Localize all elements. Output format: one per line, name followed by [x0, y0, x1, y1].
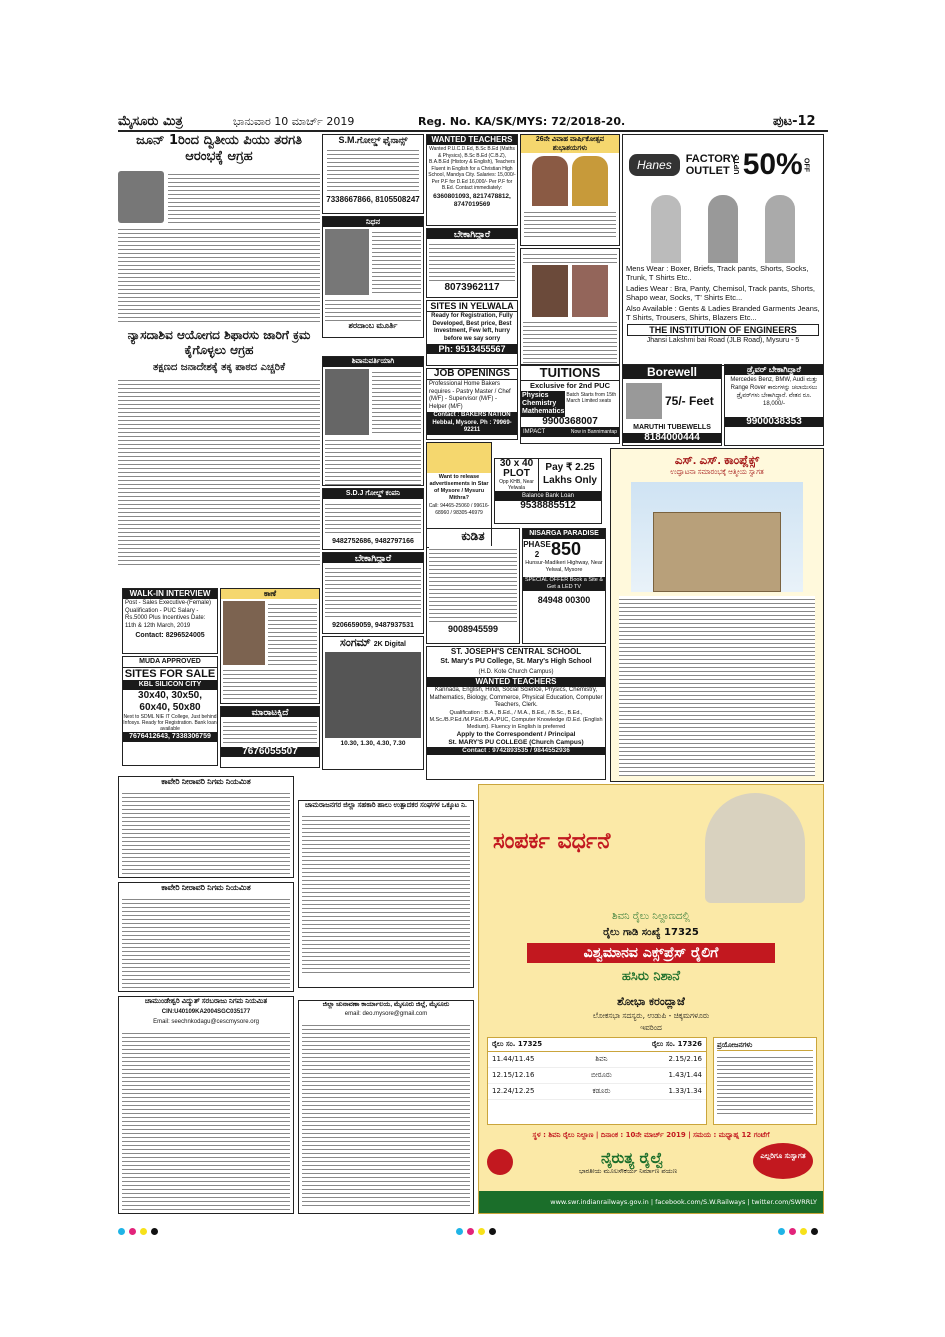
obituary-photo [325, 229, 369, 295]
ad-railway: ಸಂಪರ್ಕ ವರ್ಧನೆ ಶಿವನಿ ರೈಲು ನಿಲ್ದಾಣದಲ್ಲಿ ರೈಲು ಗಾಡಿ ಸಂಖ್ಯೆ 17325 ವಿಶ್ವಮಾನವ ಎಕ್ಸ್‌ಪ್ರೆಸ್ ರೈಲಿಗೆ ಹಸಿರು ನಿಶಾನೆ ಶೋಭಾ ಕರಂದ್ಲಾಜೆ ಲೋಕಸಭಾ ಸದಸ್ಯರು, ಉಡುಪಿ - ಚಿಕ್ಕಮಗಳೂರು ಇವರಿಂದ ರೈಲು ಸಂ. 17325 ರೈಲು ಸಂ. 17326 11.44/11.45 ಶಿವನಿ 2.15/2.16 12.15/12.16 ಬೀರೂರು 1.43/1.44 12.24/12.25 ಕಡೂರು 1.33/1.34 ಪ್ರಯೋಜನಗಳು ಸ್ಥಳ : ಶಿವನಿ ರೈಲು ನಿಲ್ದಾಣ | ದಿನಾಂಕ : 10ನೇ ಮಾರ್ಚ್ 2019 | ಸಮಯ : ಮಧ್ಯಾಹ್ನ 12 ಗಂಟೆಗೆ ನೈರುತ್ಯ ರೈಲ್ವೆ ಭಾರತೀಯ ಮೂಲಸೌಕರ್ಯ ನಿರ್ಮಾಣ ಪಯಣ ಎಲ್ಲರಿಗೂ ಸುಸ್ವಾಗತ www.swr.indianrailways.gov.in | facebook.com/S.W.Railways | twitter.com/SWRRLY [478, 784, 824, 1214]
ad-walkin: WALK-IN INTERVIEW Post - Sales Executive-(Female) Qualification - PUC Salary - Rs.5000 Plus Incentives Date: 11th & 12th March, 2019 Contact: 8296524005 [122, 588, 218, 654]
welcome-badge: ಎಲ್ಲರಿಗೂ ಸುಸ್ವಾಗತ [753, 1143, 813, 1179]
ad-hanes: Hanes FACTORY OUTLET UPTO 50% OFF Mens Wear : Boxer, Briefs, Track pants, Shorts, Socks, Trunk, T Shirts Etc.. Ladies Wear : Bra, Panty, Chemisol, Track pants, Shorts, Shapo wear, Socks, 'T' Shirts Etc... Also Available : Gents & Ladies Branded Garments Jeans, T Shirts, Trousers, Shirts, Blazers Etc... THE INSTITUTION OF ENGINEERS Jhansi Lakshmi bai Road (JLB Road), Mysuru - 5 [622, 134, 824, 366]
railway-title: ಸಂಪರ್ಕ ವರ್ಧನೆ [493, 829, 611, 854]
timetable-cell: 2.15/2.16 [668, 1055, 702, 1063]
timetable-cell: ಕಡೂರು [592, 1087, 611, 1095]
ad-nisarga: NISARGA PARADISE PHASE 2 850 Hunsur-Madikeri Highway, Near Yelwal, Mysore SPECIAL OFFER Book a Site & Get a LED TV 84948 00300 [522, 528, 606, 644]
ad-want-release: Want to release advertisements in Star of Mysore / Mysuru Mithra? Call: 94465-25060 / 99616-68960 / 98305-46979 [426, 442, 492, 548]
ad-wanted-teachers: WANTED TEACHERS Wanted P.U.C.D.Ed, B.Sc B.Ed (Maths & Physics), B.Sc B.Ed (C.B.Z), B.A.B.Ed (History & English), Teachers Fluent in English for a Christian High School, Mandya City. Salaries: 15,000/- Per P.F for D.Ed 16,000/- Per P.F for B.Ed. Contact immediately: 6360801093, 8217478812, 8747019569 [426, 134, 518, 226]
ad-yelwala: SITES IN YELWALA Ready for Registration, Fully Developed, Best price, Best Investment, Few left, hurry before we say sorry Ph: 9513455567 [426, 300, 518, 366]
ad-anniversary: 26ನೇ ವಿವಾಹ ವಾರ್ಷಿಕೋತ್ಸವ ಶುಭಾಶಯಗಳು [520, 134, 620, 246]
print-registration-marks-left [118, 1220, 162, 1239]
timetable-row [488, 1052, 706, 1068]
railway-footer: www.swr.indianrailways.gov.in | facebook.com/S.W.Railways | twitter.com/SWRRLY [479, 1191, 823, 1213]
notice-cesc: ಚಾಮುಂಡೇಶ್ವರಿ ವಿದ್ಯುತ್ ಸರಬರಾಜು ನಿಗಮ ನಿಯಮಿತ CIN:U40109KA2004SGC035177 Email: seechnkodagu@cescmysore.org [118, 996, 294, 1214]
model-figure [651, 195, 681, 263]
timetable-cell: ಶಿವನಿ [595, 1055, 608, 1063]
timetable-cell: 1.33/1.34 [668, 1087, 702, 1095]
train-timetable: ರೈಲು ಸಂ. 17325 ರೈಲು ಸಂ. 17326 11.44/11.45 ಶಿವನಿ 2.15/2.16 12.15/12.16 ಬೀರೂರು 1.43/1.44 12.24/12.25 ಕಡೂರು 1.33/1.34 [487, 1037, 707, 1125]
benefits-box: ಪ್ರಯೋಜನಗಳು [713, 1037, 817, 1125]
ad-sds: S.D.J ಗೋಲ್ಡ್ ಕಂಪನಿ 9482752686, 9482797166 [322, 488, 424, 550]
print-registration-marks-center [456, 1220, 500, 1239]
ad-borewell: Borewell 75/- Feet MARUTHI TUBEWELLS 8184000444 [622, 364, 722, 446]
movie-poster [325, 652, 421, 738]
issue-date: ಭಾನುವಾರ 10 ಮಾರ್ಚ್ 2019 [233, 115, 355, 128]
notice-deo: ಜಿಲ್ಲಾ ಚುನಾವಣಾ ಕಾರ್ಯಾಲಯ, ಮೈಸೂರು ಜಿಲ್ಲೆ, ಮೈಸೂರು email: deo.mysore@gmail.com [298, 1000, 474, 1214]
page-header [118, 112, 828, 132]
reg-number: Reg. No. KA/SK/MYS: 72/2018-20. [418, 115, 626, 128]
person-photo [118, 171, 164, 223]
ad-missing: ಕಾಣೆ [220, 588, 320, 704]
ad-obituary: ನಿಧನ ಶರದಾಂಬ ಮೂರ್ತಿ [322, 216, 424, 338]
ad-greeting [520, 248, 620, 366]
timetable-row [488, 1068, 706, 1084]
ad-smgold: S.M.ಗೋಲ್ಡ್ ಫೈನಾನ್ಸ್ 7338667866, 8105508247 [322, 134, 424, 214]
ad-sangam: ಸಂಗಮ್ 2K Digital 10.30, 1.30, 4.30, 7.30 [322, 636, 424, 770]
timetable-cell: ಬೀರೂರು [591, 1071, 612, 1079]
timetable-cell: 12.24/12.25 [492, 1087, 535, 1095]
news-body-1 [118, 226, 320, 322]
news-headline-2: ನ್ಯಾಸದಾಶಿವ ಆಯೋಗದ ಶಿಫಾರಸು ಜಾರಿಗೆ ಕ್ರಮ ಕೈಗೊಳ್ಳಲು ಆಗ್ರಹ [127, 328, 311, 357]
timetable-cell: 11.44/11.45 [492, 1055, 535, 1063]
building-image [631, 482, 803, 592]
ad-job-openings: JOB OPENINGS Professional Home Bakers requires - Pastry Master / Chef (M/F) - Supervisor (M/F) - Helper (M/F) Contact : BAKERS NATION Hebbal, Mysore. Ph : 79969-92211 [426, 368, 518, 440]
ad-kbl-sites: MUDA APPROVED SITES FOR SALE KBL SILICON CITY 30x40, 30x50, 60x40, 50x80 Next to SDML NIE IT College, Just behind Infosys. Ready for Registration. Bank loan available 7676412643, 7338306759 [122, 656, 218, 766]
mascot-icon [427, 443, 491, 473]
masthead: ಮೈಸೂರು ಮಿತ್ರ [118, 114, 183, 129]
ad-bekagiddare: ಬೇಕಾಗಿದ್ದಾರೆ 8073962117 [426, 228, 518, 298]
news-body-2 [118, 377, 320, 567]
timetable-row [488, 1084, 706, 1100]
borewell-truck-icon [626, 383, 662, 419]
missing-person-photo [223, 601, 265, 665]
timetable-cell: 12.15/12.16 [492, 1071, 535, 1079]
hanes-logo: Hanes [629, 154, 680, 176]
ad-ss-complex: ಎಸ್. ಎಸ್. ಕಾಂಪ್ಲೆಕ್ಸ್ ಉದ್ಘಾಟನಾ ಸಮಾರಂಭಕ್ಕೆ ಆತ್ಮೀಯ ಸ್ವಾಗತ [610, 448, 824, 782]
print-registration-marks-right [778, 1220, 822, 1239]
page-number: ಪುಟ-12 [773, 114, 816, 129]
express-banner: ವಿಶ್ವಮಾನವ ಎಕ್ಸ್‌ಪ್ರೆಸ್ ರೈಲಿಗೆ [527, 943, 775, 963]
notice-kaveri-2: ಕಾವೇರಿ ನೀರಾವರಿ ನಿಗಮ ನಿಯಮಿತ [118, 882, 294, 992]
ad-for-sale: ಮಾರಾಟಕ್ಕಿದೆ 7676055507 [220, 706, 320, 768]
timetable-cell: 1.43/1.44 [668, 1071, 702, 1079]
ad-plot: 30 x 40 PLOT Opp KHB, Near Yelwala Pay ₹ 2.25 Lakhs Only Balance Bank Loan 9538885512 [494, 458, 602, 524]
ad-kuditha: ಕುಡಿತ 9008945599 [426, 528, 520, 644]
notice-tender: ಚಾಮರಾಜನಗರ ಜಿಲ್ಲಾ ಸಹಕಾರಿ ಹಾಲು ಉತ್ಪಾದಕರ ಸಂಘಗಳ ಒಕ್ಕೂಟ ನಿ. [298, 800, 474, 988]
ad-obituary-2: ಶಿವಾನುವರ್ತಿಯಾಗಿ [322, 356, 424, 486]
ad-st-joseph: ST. JOSEPH'S CENTRAL SCHOOL St. Mary's PU College, St. Mary's High School (H.D. Kote Church Campus) WANTED TEACHERS Kannada, English, Hindi, Social Science, Physics, Chemistry, Mathematics, Biology, Commerce, Physical Education, Computer Teachers, Clerk. Qualification : B.A., B.Ed., / M.A., B.Ed., / B.Sc., B.Ed., M.Sc./B.P.Ed./M.P.Ed./B.A./PUC, Computer Knowledge /D.Ed. (English Medium). Fluency in English is preferred Apply to the Correspondent / Principal St. MARY'S PU COLLEGE (Church Campus) Contact : 9742893535 / 9844552936 [426, 646, 606, 780]
ad-driver: ಡ್ರೈವರ್ ಬೇಕಾಗಿದ್ದಾರೆ Mercedes Benz, BMW, Audi ಮತ್ತು Range Rover ಕಾರುಗಳನ್ನು ಚಲಾಯಿಸಲು ಡ್ರೈವರ್‌ಗಳು ಬೇಕಾಗಿದ್ದಾರೆ. ವೇತನ ರೂ. 18,000/- 9900038353 [724, 364, 824, 446]
news-column [118, 133, 320, 583]
couple-photo [532, 156, 568, 206]
news-subhead-2: ತಕ್ಷಣದ ಜನಾದೇಶಕ್ಕೆ ತಕ್ಕ ಪಾಠದ ಎಚ್ಚರಿಕೆ [153, 362, 285, 373]
pm-photo [705, 793, 805, 903]
complex-guest-list [619, 596, 815, 776]
smgold-phone: 7338667866, 8105508247 [326, 195, 420, 204]
news-headline-1: ಜೂನ್ 1ರಿಂದ ದ್ವಿತೀಯ ಪಿಯು ತರಗತಿ ಆರಂಭಕ್ಕೆ ಆಗ್ರಹ [135, 133, 302, 164]
ad-bekagiddare-2: ಬೇಕಾಗಿದ್ದಾರೆ 9206659059, 9487937531 [322, 552, 424, 634]
notice-kaveri-1: ಕಾವೇರಿ ನೀರಾವರಿ ನಿಗಮ ನಿಯಮಿತ [118, 776, 294, 878]
railway-logo-icon [487, 1149, 513, 1175]
ad-tuitions: TUITIONS Exclusive for 2nd PUC Physics Chemistry Mathematics Batch Starts from 15th March Limited seats 9900368007 IMPACT Now in Bannimantap [520, 364, 620, 444]
